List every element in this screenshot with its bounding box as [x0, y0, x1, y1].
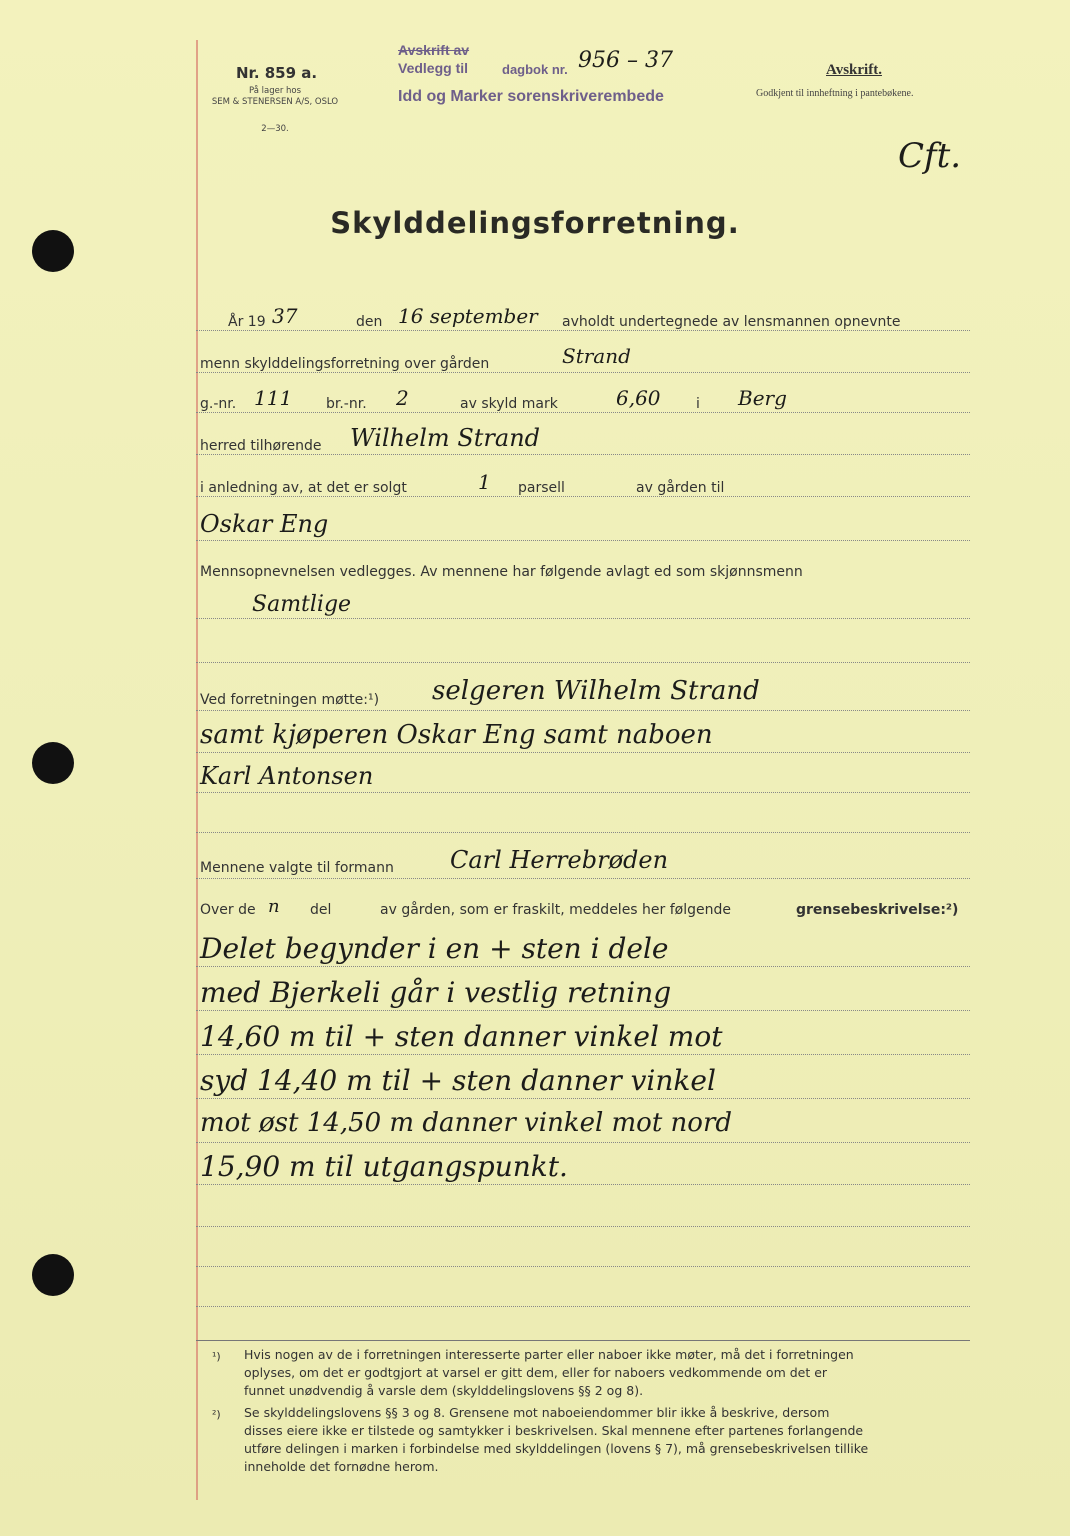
desc-line-4: [196, 1098, 970, 1099]
text-line-1: avholdt undertegnede av lensmannen opnevnte: [562, 314, 901, 330]
form-line-8: [196, 618, 970, 619]
value-brnr: 2: [396, 386, 409, 410]
desc-line-6: [196, 1184, 970, 1185]
label-skyld: av skyld mark: [460, 396, 558, 412]
footnote-2-line-1: Se skylddelingslovens §§ 3 og 8. Grensene mot naboeiendommer blir ikke å beskrive, dersom: [244, 1405, 830, 1420]
form-line-3: [196, 412, 970, 413]
value-witnesses: Samtlige: [252, 592, 352, 617]
text-line-5a: i anledning av, at det er solgt: [200, 480, 407, 496]
stamp-office: Idd og Marker sorenskriverembede: [398, 88, 664, 105]
label-den: den: [356, 314, 383, 330]
footnote-2-line-4: inneholde det fornødne herom.: [244, 1459, 439, 1474]
printer-line-1: På lager hos: [248, 86, 302, 96]
desc-text-1: Delet begynder i en + sten i dele: [200, 932, 669, 965]
desc-line-5: [196, 1142, 970, 1143]
printer-line-2: SEM & STENERSEN A/S, OSLO: [211, 97, 339, 107]
form-number: Nr. 859 a.: [236, 64, 318, 82]
desc-text-5: mot øst 14,50 m danner vinkel mot nord: [200, 1108, 733, 1138]
form-line-12: [196, 878, 970, 879]
footnote-1-line-2: oplyses, om det er godtgjort at varsel er gitt dem, eller for naboers vedkommende om det er: [244, 1365, 828, 1380]
label-met: Ved forretningen møtte:¹): [200, 692, 380, 708]
stamp-avskrift-av: Avskrift av: [398, 42, 470, 58]
text-line-5c: av gården til: [636, 480, 725, 496]
footnote-1-line-1: Hvis nogen av de i forretningen interesserte parter eller naboer ikke møter, må det i forretningen: [244, 1347, 854, 1362]
desc-text-4: syd 14,40 m til + sten danner vinkel: [200, 1064, 716, 1097]
value-owner: Wilhelm Strand: [350, 424, 541, 452]
label-gnr: g.-nr.: [200, 396, 237, 412]
text-line-13c: av gården, som er fraskilt, meddeles her følgende: [380, 902, 731, 918]
value-place: Berg: [738, 386, 787, 410]
desc-line-3: [196, 1054, 970, 1055]
value-met-2: samt kjøperen Oskar Eng samt naboen: [200, 720, 713, 750]
value-farm: Strand: [562, 344, 631, 368]
stamp-dagbok: dagbok nr.: [502, 62, 568, 77]
text-line-5b: parsell: [518, 480, 565, 496]
margin-line: [196, 40, 198, 1500]
value-year: 37: [272, 304, 298, 328]
desc-line-9: [196, 1306, 970, 1307]
text-line-13b: del: [310, 902, 332, 918]
text-line-4: herred tilhørende: [200, 438, 322, 454]
label-ar: År 19: [228, 314, 266, 330]
initials: Cft.: [898, 136, 962, 176]
stamp-vedlegg-til: Vedlegg til: [398, 60, 469, 76]
footnote-1-marker: ¹): [212, 1350, 221, 1363]
value-chairman: Carl Herrebrøden: [450, 846, 669, 874]
footnote-2-marker: ²): [212, 1408, 221, 1421]
value-13: n: [268, 896, 280, 917]
form-line-1: [196, 330, 970, 331]
form-line-10: [196, 752, 970, 753]
label-brnr: br.-nr.: [326, 396, 367, 412]
label-chairman: Mennene valgte til formann: [200, 860, 394, 876]
label-i: i: [696, 396, 700, 412]
value-buyer: Oskar Eng: [200, 510, 329, 538]
godkjent-text: Godkjent til innheftning i pantebøkene.: [756, 88, 914, 99]
footnote-1: [244, 1346, 854, 1400]
desc-text-2: med Bjerkeli går i vestlig retning: [200, 976, 672, 1009]
desc-line-2: [196, 1010, 970, 1011]
desc-text-3: 14,60 m til + sten danner vinkel mot: [200, 1020, 723, 1053]
desc-text-6: 15,90 m til utgangspunkt.: [200, 1150, 568, 1183]
label-boundary: grensebeskrivelse:²): [796, 902, 959, 918]
form-line-2: [196, 372, 970, 373]
text-line-13a: Over de: [200, 902, 256, 918]
form-line-6: [196, 540, 970, 541]
value-date: 16 september: [398, 304, 538, 328]
avskrift-label: Avskrift.: [826, 62, 882, 78]
punch-hole-middle: [32, 742, 74, 784]
dagbok-number: 956 – 37: [578, 48, 673, 73]
form-line-5: [196, 496, 970, 497]
footnote-1-line-3: funnet unødvendig å varsle dem (skylddelingslovens §§ 2 og 8).: [244, 1383, 644, 1398]
page-title: Skylddelingsforretning.: [330, 206, 740, 240]
form-line-11: [196, 792, 970, 793]
desc-line-7: [196, 1226, 970, 1227]
footnote-rule: [196, 1340, 970, 1341]
desc-line-8: [196, 1266, 970, 1267]
form-line-9: [196, 710, 970, 711]
value-met-1: selgeren Wilhelm Strand: [432, 676, 760, 706]
text-line-2: menn skylddelingsforretning over gården: [200, 356, 490, 372]
value-gnr: 111: [254, 386, 293, 410]
value-skyld: 6,60: [616, 386, 661, 410]
footnote-2-line-2: disses eiere ikke er tilstede og samtykker i beskrivelsen. Skal mennene efter partenes forlangende: [244, 1423, 864, 1438]
footnote-2-line-3: utføre delingen i marken i forbindelse med skylddelingen (lovens § 7), må grensebeskrivelsen tillike: [244, 1441, 869, 1456]
footnote-2: [244, 1404, 868, 1476]
printer-line-3: 2—30.: [261, 124, 289, 134]
text-line-7: Mennsopnevnelsen vedlegges. Av mennene har følgende avlagt ed som skjønnsmenn: [200, 564, 803, 580]
form-line-4: [196, 454, 970, 455]
value-count: 1: [478, 470, 491, 494]
form-line-11b: [196, 832, 970, 833]
value-met-3: Karl Antonsen: [200, 762, 374, 790]
form-line-8b: [196, 662, 970, 663]
desc-line-1: [196, 966, 970, 967]
punch-hole-bottom: [32, 1254, 74, 1296]
